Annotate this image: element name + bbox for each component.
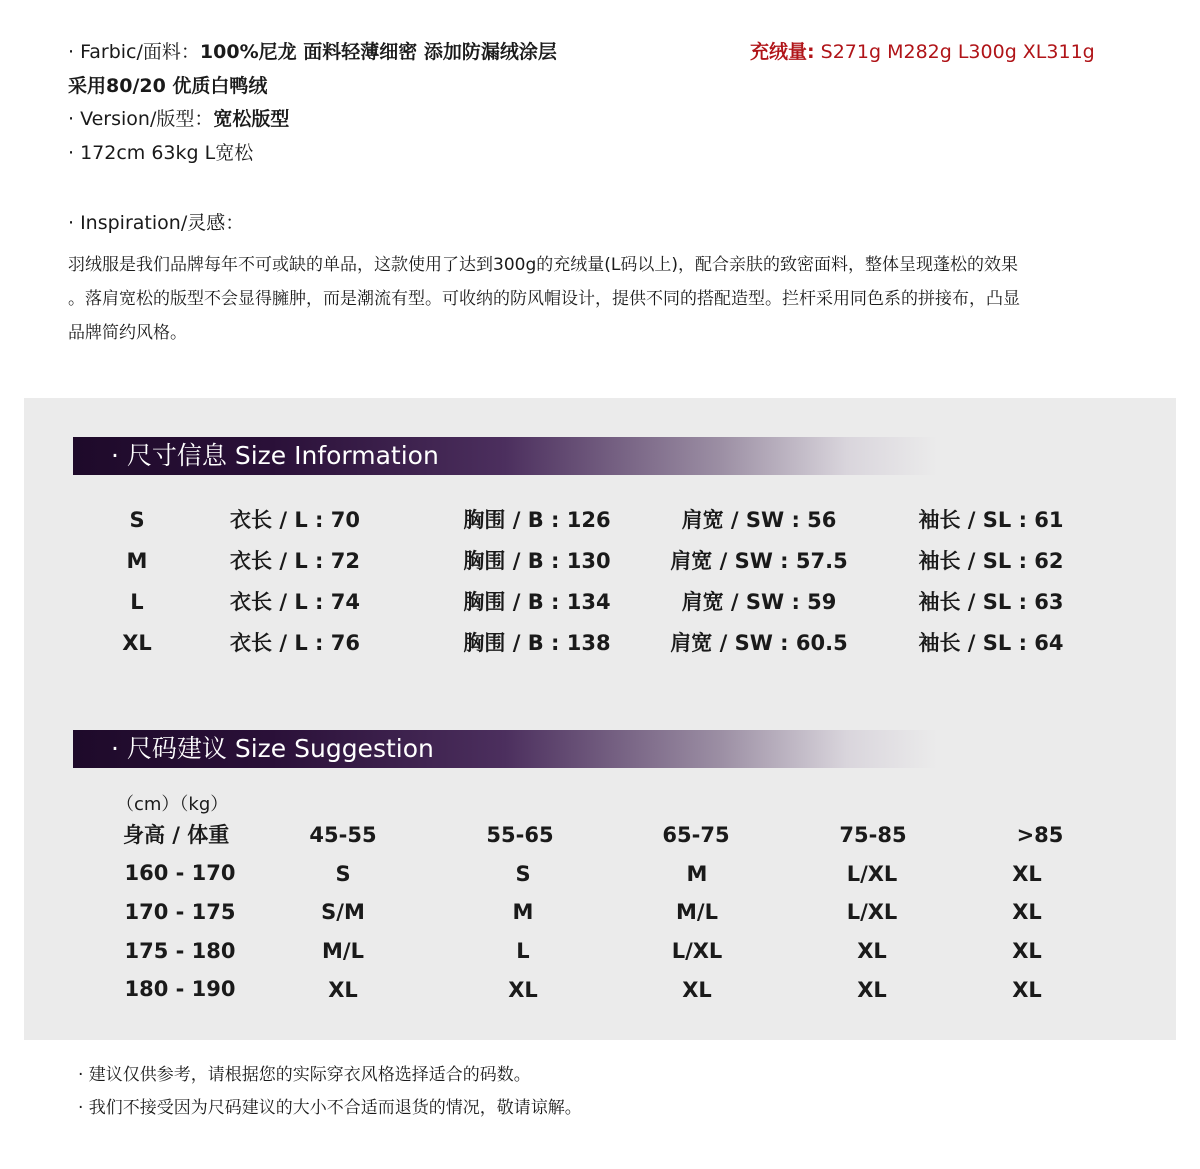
version-value: 宽松版型 xyxy=(213,108,290,130)
shoulder-value: 肩宽 / SW : 56 xyxy=(681,508,837,532)
weight-header: 55-65 xyxy=(486,823,554,847)
shoulder-value: 肩宽 / SW : 57.5 xyxy=(670,549,848,573)
suggested-size: XL xyxy=(857,939,887,963)
inspiration-line-3: 品牌简约风格。 xyxy=(68,323,187,343)
weight-header: 75-85 xyxy=(839,823,907,847)
suggested-size: M xyxy=(512,900,534,924)
suggested-size: S xyxy=(335,862,351,886)
inspiration-title: · Inspiration/灵感： xyxy=(68,212,245,234)
model-line: · 172cm 63kg L宽松 xyxy=(68,142,254,164)
suggested-size: S xyxy=(515,862,531,886)
suggested-size: L/XL xyxy=(846,862,898,886)
version-line xyxy=(68,105,289,133)
sleeve-value: 袖长 / SL : 63 xyxy=(918,590,1064,614)
shoulder-value: 肩宽 / SW : 59 xyxy=(681,590,837,614)
length-value: 衣长 / L : 74 xyxy=(230,590,360,614)
weight-header: 45-55 xyxy=(309,823,377,847)
version-label: · Version/版型： xyxy=(68,108,214,130)
weight-header: 65-75 xyxy=(662,823,730,847)
size-info-title: · 尺寸信息 Size Information xyxy=(111,441,439,470)
height-range: 180 - 190 xyxy=(124,977,236,1001)
shoulder-value: 肩宽 / SW : 60.5 xyxy=(670,631,848,655)
fill-values: S271g M282g L300g XL311g xyxy=(820,41,1095,63)
note-2: · 我们不接受因为尺码建议的大小不合适而退货的情况，敬请谅解。 xyxy=(78,1098,582,1118)
fabric-label: · Farbic/面料： xyxy=(68,41,200,63)
suggested-size: M/L xyxy=(322,939,364,963)
suggested-size: L/XL xyxy=(846,900,898,924)
size-label: S xyxy=(129,508,145,532)
inspiration-line-1: 羽绒服是我们品牌每年不可或缺的单品，这款使用了达到300g的充绒量(L码以上)，配合亲肤的致密面料，整体呈现蓬松的效果 xyxy=(68,255,1018,275)
height-range: 170 - 175 xyxy=(124,900,236,924)
size-label: XL xyxy=(122,631,152,655)
length-value: 衣长 / L : 70 xyxy=(230,508,360,532)
fill-weight xyxy=(750,38,1095,66)
suggested-size: XL xyxy=(508,978,538,1002)
suggested-size: L/XL xyxy=(671,939,723,963)
note-1: · 建议仅供参考，请根据您的实际穿衣风格选择适合的码数。 xyxy=(78,1065,531,1085)
suggested-size: XL xyxy=(1012,939,1042,963)
sleeve-value: 袖长 / SL : 62 xyxy=(918,549,1064,573)
down-line: 采用80/20 优质白鸭绒 xyxy=(68,75,268,97)
inspiration-line-2: 。落肩宽松的版型不会显得臃肿，而是潮流有型。可收纳的防风帽设计，提供不同的搭配造型。拦杆采用同色系的拼接布，凸显 xyxy=(68,289,1020,309)
suggested-size: L xyxy=(516,939,530,963)
length-value: 衣长 / L : 76 xyxy=(230,631,360,655)
suggested-size: XL xyxy=(1012,862,1042,886)
corner-header: 身高 / 体重 xyxy=(123,823,230,847)
sleeve-value: 袖长 / SL : 64 xyxy=(918,631,1064,655)
fabric-line xyxy=(68,38,557,66)
units-label: （cm）（kg） xyxy=(116,794,229,815)
length-value: 衣长 / L : 72 xyxy=(230,549,360,573)
bust-value: 胸围 / B : 126 xyxy=(463,508,611,532)
height-range: 160 - 170 xyxy=(124,861,236,885)
suggested-size: XL xyxy=(857,978,887,1002)
size-info-banner xyxy=(73,437,973,475)
height-range: 175 - 180 xyxy=(124,939,236,963)
weight-header: >85 xyxy=(1016,823,1064,847)
fabric-value: 100%尼龙 面料轻薄细密 添加防漏绒涂层 xyxy=(199,41,557,63)
bust-value: 胸围 / B : 130 xyxy=(463,549,611,573)
suggested-size: M xyxy=(686,862,708,886)
size-label: M xyxy=(126,549,148,573)
size-label: L xyxy=(130,590,144,614)
suggested-size: XL xyxy=(328,978,358,1002)
fill-label: 充绒量: xyxy=(750,41,815,63)
sleeve-value: 袖长 / SL : 61 xyxy=(918,508,1064,532)
size-suggestion-banner xyxy=(73,730,973,768)
bust-value: 胸围 / B : 134 xyxy=(463,590,611,614)
suggested-size: M/L xyxy=(676,900,718,924)
suggested-size: XL xyxy=(682,978,712,1002)
suggested-size: XL xyxy=(1012,978,1042,1002)
suggested-size: S/M xyxy=(321,900,365,924)
bust-value: 胸围 / B : 138 xyxy=(463,631,611,655)
suggested-size: XL xyxy=(1012,900,1042,924)
size-suggestion-title: · 尺码建议 Size Suggestion xyxy=(111,734,434,763)
